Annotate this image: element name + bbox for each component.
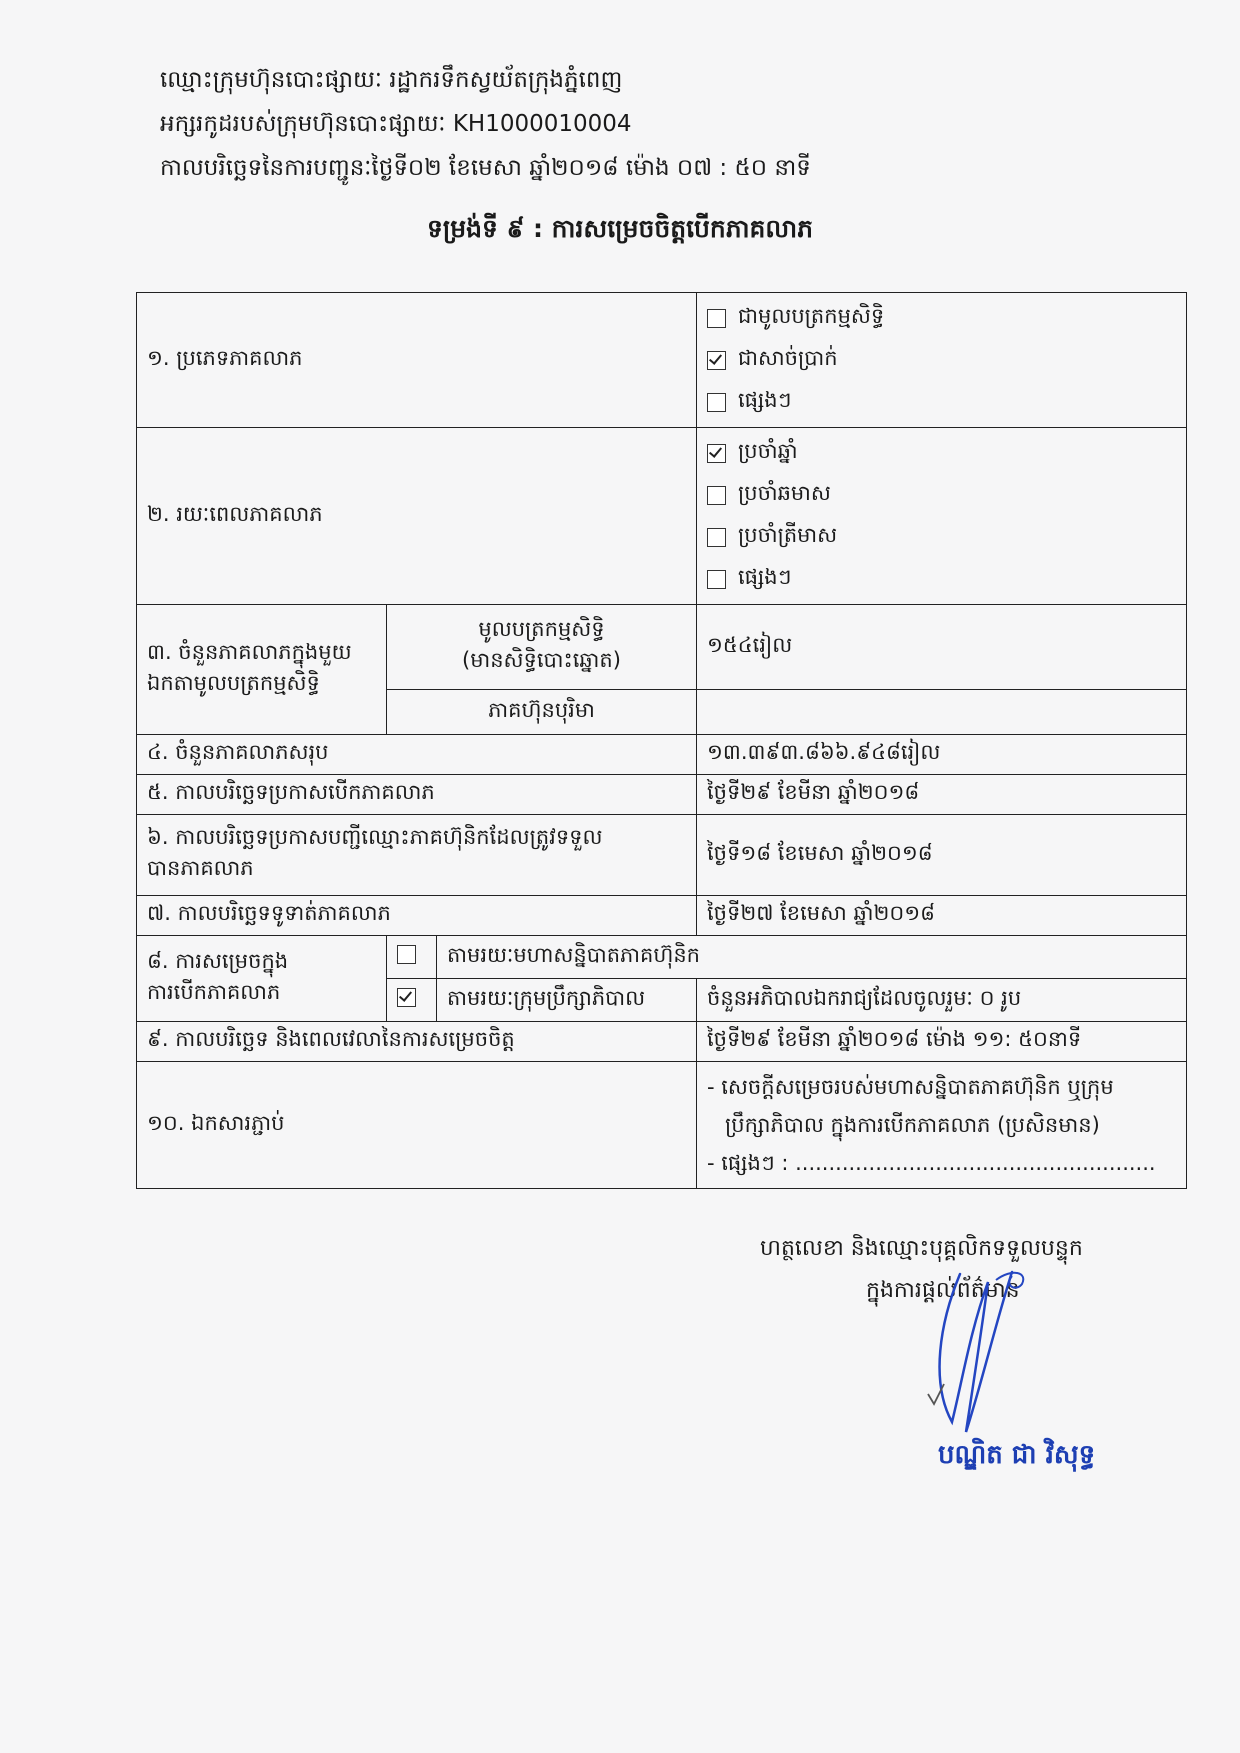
- checkbox-board-of-directors[interactable]: [397, 988, 416, 1007]
- attachments-value: [697, 1062, 1187, 1189]
- sub-label-line: (មានសិទ្ធិបោះឆ្នោត): [462, 648, 621, 672]
- checkbox-cell[interactable]: [387, 979, 437, 1022]
- document-header: [160, 58, 811, 190]
- checkbox-cell[interactable]: [387, 936, 437, 979]
- option-row[interactable]: [707, 558, 1176, 600]
- checkbox-semiannual[interactable]: [707, 486, 726, 505]
- checkbox-other-period[interactable]: [707, 570, 726, 589]
- attachment-line: - សេចក្តីសម្រេចរបស់មហាសន្និបាតភាគហ៊ុនិក ឬក្រុម: [707, 1075, 1114, 1099]
- row-label: ៣. ចំនួនភាគលាភក្នុងមួយឯកតាមូលបត្រកម្មសិទ្ធិ: [137, 605, 387, 735]
- option-row[interactable]: [707, 516, 1176, 558]
- row-label: ២. រយៈពេលភាគលាភ: [137, 428, 697, 605]
- row-record-date: [137, 815, 1187, 896]
- row-label: ៦. កាលបរិច្ឆេទប្រកាសបញ្ជីឈ្មោះភាគហ៊ុនិកដែលត្រូវទទួលបានភាគលាភ: [137, 815, 697, 896]
- row-label: ៧. កាលបរិច្ឆេទទូទាត់ភាគលាភ: [137, 896, 697, 936]
- row-label: ៨. ការសម្រេចក្នុងការបើកភាគលាភ: [137, 936, 387, 1022]
- row-dividend-period: [137, 428, 1187, 605]
- option-label: ផ្សេងៗ: [738, 564, 792, 589]
- option-row[interactable]: [707, 432, 1176, 474]
- row-decision-datetime: [137, 1022, 1187, 1062]
- checkbox-annual[interactable]: [707, 444, 726, 463]
- row-attachments: [137, 1062, 1187, 1189]
- option-label: ប្រចាំត្រីមាស: [738, 522, 838, 547]
- option-row[interactable]: [707, 339, 1176, 381]
- handwritten-signature: [900, 1262, 1100, 1442]
- dividend-type-options: [697, 293, 1187, 428]
- decision-datetime-value: ថ្ងៃទី២៩ ខែមីនា ឆ្នាំ២០១៨ ម៉ោង ១១: ៥០នាទី: [697, 1022, 1187, 1062]
- dividend-period-options: [697, 428, 1187, 605]
- sub-label-shares: [387, 605, 697, 690]
- dividend-form-table: [136, 292, 1187, 1189]
- option-label: ជាសាច់ប្រាក់: [738, 345, 838, 370]
- total-dividend-value: ១៣.៣៩៣.៨៦៦.៩៤៨រៀល: [697, 735, 1187, 775]
- row-dividend-per-unit: [137, 605, 1187, 690]
- checkbox-shares[interactable]: [707, 309, 726, 328]
- option-label: ប្រចាំឆ្នាំ: [738, 438, 798, 463]
- option-label: ជាមូលបត្រកម្មសិទ្ធិ: [738, 303, 885, 328]
- row-payment-date: [137, 896, 1187, 936]
- option-label: តាមរយៈក្រុមប្រឹក្សាភិបាល: [437, 979, 697, 1022]
- option-label: ផ្សេងៗ: [738, 387, 792, 412]
- row-label: ៥. កាលបរិច្ឆេទប្រកាសបើកភាគលាភ: [137, 775, 697, 815]
- submission-date: កាលបរិច្ឆេទនៃការបញ្ជូនៈថ្ងៃទី០២ ខែមេសា ឆ្នាំ២០១៨ ម៉ោង ០៧ : ៥០ នាទី: [160, 155, 811, 181]
- attachment-line: ប្រឹក្សាភិបាល ក្នុងការបើកភាគលាភ (ប្រសិនមាន): [725, 1113, 1100, 1137]
- option-label: តាមរយៈមហាសន្និបាតភាគហ៊ុនិក: [437, 936, 1187, 979]
- sub-label-preferred: ភាគហ៊ុនបុរិមា: [387, 690, 697, 735]
- row-label: ៤. ចំនួនភាគលាភសរុប: [137, 735, 697, 775]
- option-row[interactable]: [707, 381, 1176, 423]
- row-decision-method-1: [137, 936, 1187, 979]
- dividend-per-share-value: ១៥៤រៀល: [697, 605, 1187, 690]
- attachment-line: - ផ្សេងៗ : ......................................................: [707, 1151, 1156, 1175]
- checkbox-other-type[interactable]: [707, 393, 726, 412]
- company-code: អក្សរកូដរបស់ក្រុមហ៊ុនបោះផ្សាយៈ KH1000010004: [160, 111, 632, 137]
- row-announcement-date: [137, 775, 1187, 815]
- record-date-value: ថ្ងៃទី១៨ ខែមេសា ឆ្នាំ២០១៨: [697, 815, 1187, 896]
- checkbox-cash[interactable]: [707, 351, 726, 370]
- sub-label-line: មូលបត្រកម្មសិទ្ធិ: [478, 617, 605, 641]
- checkbox-quarterly[interactable]: [707, 528, 726, 547]
- row-label: ១. ប្រភេទភាគលាភ: [137, 293, 697, 428]
- row-label: ១០. ឯកសារភ្ជាប់: [137, 1062, 697, 1189]
- company-name: ឈ្មោះក្រុមហ៊ុនបោះផ្សាយៈ រដ្ឋាករទឹកស្វយ័តក្រុងភ្នំពេញ: [160, 67, 623, 93]
- signature-caption-line: ហត្ថលេខា និងឈ្មោះបុគ្គលិកទទួលបន្ទុក: [760, 1236, 1083, 1261]
- row-label: ៩. កាលបរិច្ឆេទ និងពេលវេលានៃការសម្រេចចិត្ត: [137, 1022, 697, 1062]
- option-label: ប្រចាំឆមាស: [738, 480, 831, 505]
- preferred-share-value: [697, 690, 1187, 735]
- payment-date-value: ថ្ងៃទី២៧ ខែមេសា ឆ្នាំ២០១៨: [697, 896, 1187, 936]
- checkbox-shareholders-meeting[interactable]: [397, 945, 416, 964]
- signature-caption-line: ក្នុងការផ្តល់ព័ត៌មាន: [866, 1278, 1020, 1303]
- option-row[interactable]: [707, 297, 1176, 339]
- row-total-dividend: [137, 735, 1187, 775]
- option-row[interactable]: [707, 474, 1176, 516]
- row-dividend-type: [137, 293, 1187, 428]
- independent-directors-count: ចំនួនអភិបាលឯករាជ្យដែលចូលរួមៈ ០ រូប: [697, 979, 1187, 1022]
- announcement-date-value: ថ្ងៃទី២៩ ខែមីនា ឆ្នាំ២០១៨: [697, 775, 1187, 815]
- signer-name: បណ្ឌិត ជា វិសុទ្ធ: [938, 1440, 1096, 1470]
- form-title: ទម្រង់ទី ៩ : ការសម្រេចចិត្តបើកភាគលាភ: [426, 214, 814, 243]
